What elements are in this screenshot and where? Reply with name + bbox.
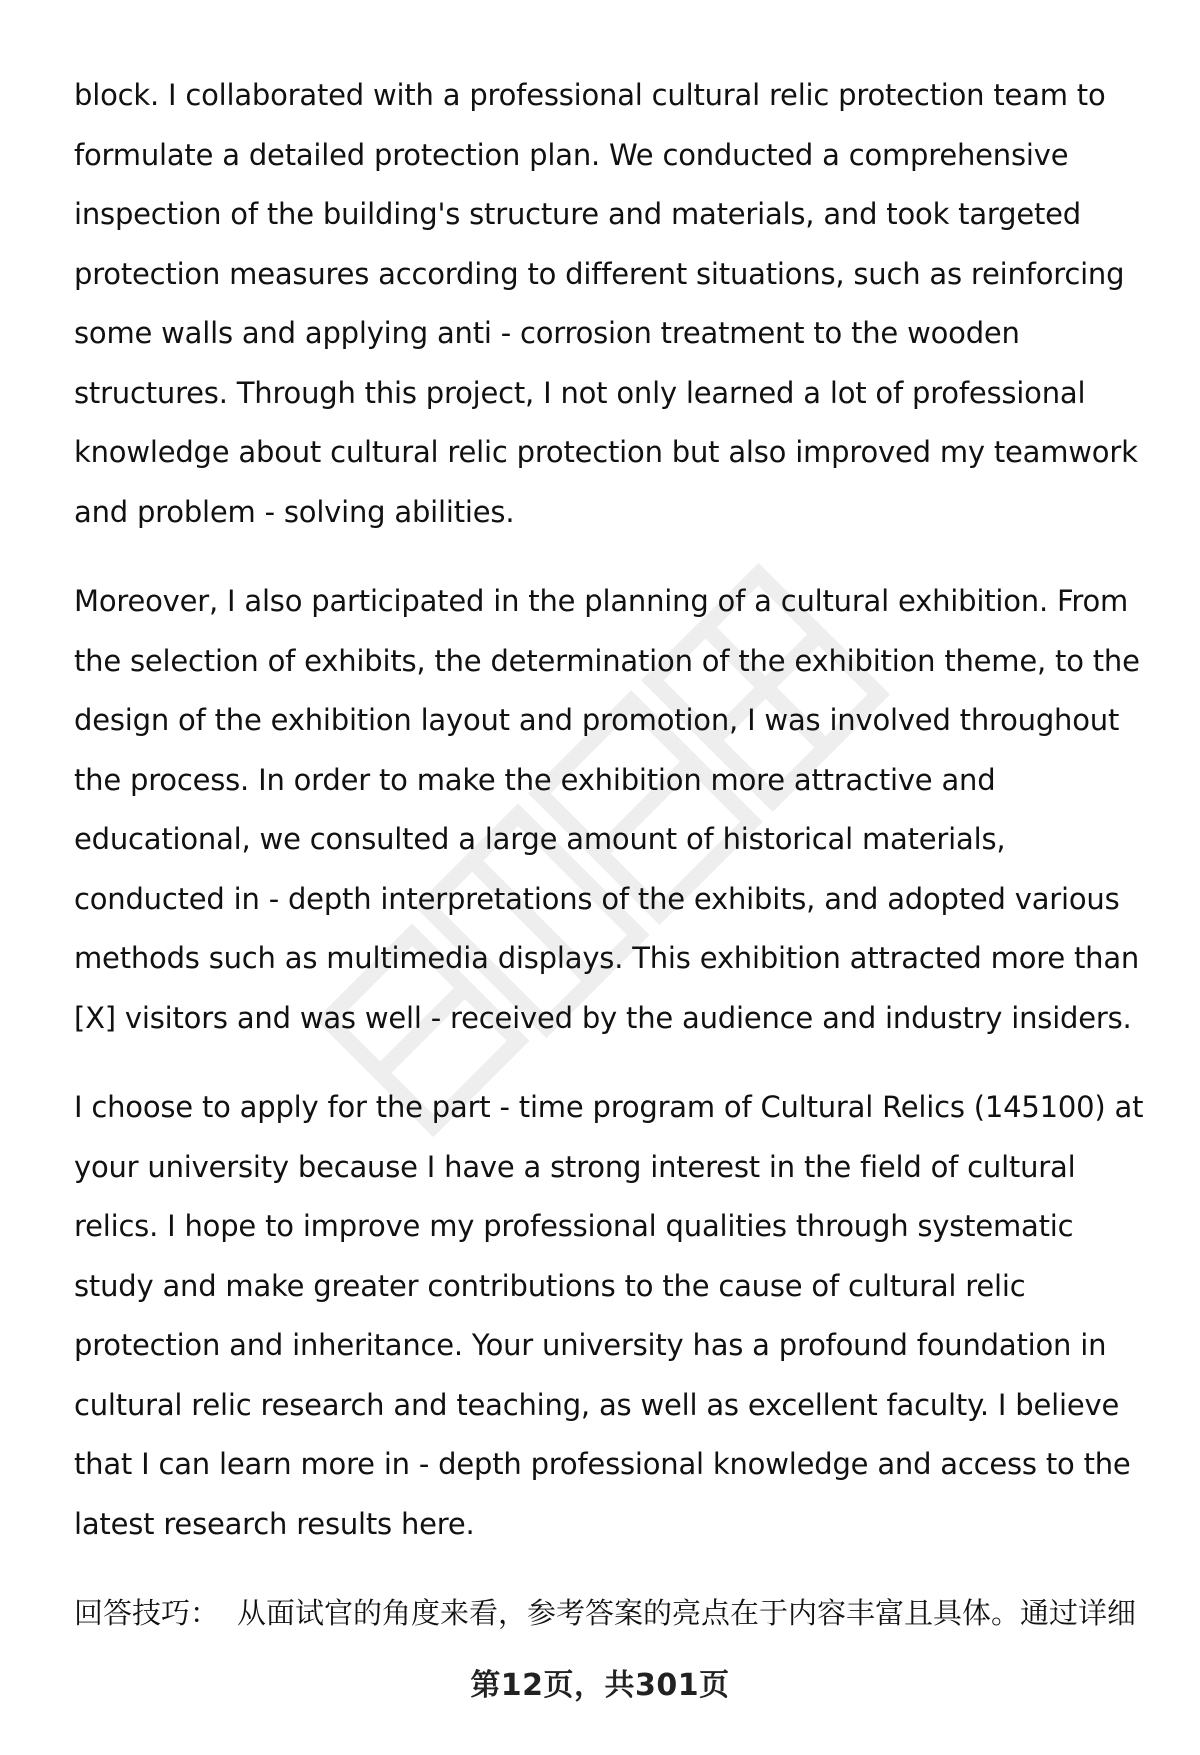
answer-tip-label: 回答技巧： (74, 1596, 220, 1630)
answer-tip-text: 从面试官的角度来看，参考答案的亮点在于内容丰富且具体。通过详细 (237, 1596, 1137, 1630)
answer-tip (74, 1584, 1159, 1644)
page-indicator: 第12页，共301页 (470, 1668, 730, 1703)
paragraph-exhibition-planning: Moreover, I also participated in the planning of a cultural exhibition. From the selection of exhibits, the determination of the exhibition theme, to the design of the exhibition layout and promotion, I was involved throughout the process. In order to make the exhibition more attractive and educational, we consulted a large amount of historical materials, conducted in - depth interpretations of the exhibits, and adopted various methods such as multimedia displays. This exhibition attracted more than [X] visitors and was well - received by the audience and industry insiders. (74, 584, 1140, 1035)
paragraph-application-reason: I choose to apply for the part - time program of Cultural Relics (145100) at your university because I have a strong interest in the field of cultural relics. I hope to improve my professional qualities through systematic study and make greater contributions to the cause of cultural relic protection and inheritance. Your university has a profound foundation in cultural relic research and teaching, as well as excellent faculty. I believe that I can learn more in - depth professional knowledge and access to the latest research results here. (74, 1090, 1144, 1541)
paragraph-project-experience: block. I collaborated with a professional cultural relic protection team to formulate a detailed protection plan. We conducted a comprehensive inspection of the building's structure and materials, and took targeted protection measures according to different situations, such as reinforcing some walls and applying anti - corrosion treatment to the wooden structures. Through this project, I not only learned a lot of professional knowledge about cultural relic protection but also improved my teamwork and problem - solving abilities. (74, 78, 1138, 529)
document-body (74, 66, 1159, 1644)
